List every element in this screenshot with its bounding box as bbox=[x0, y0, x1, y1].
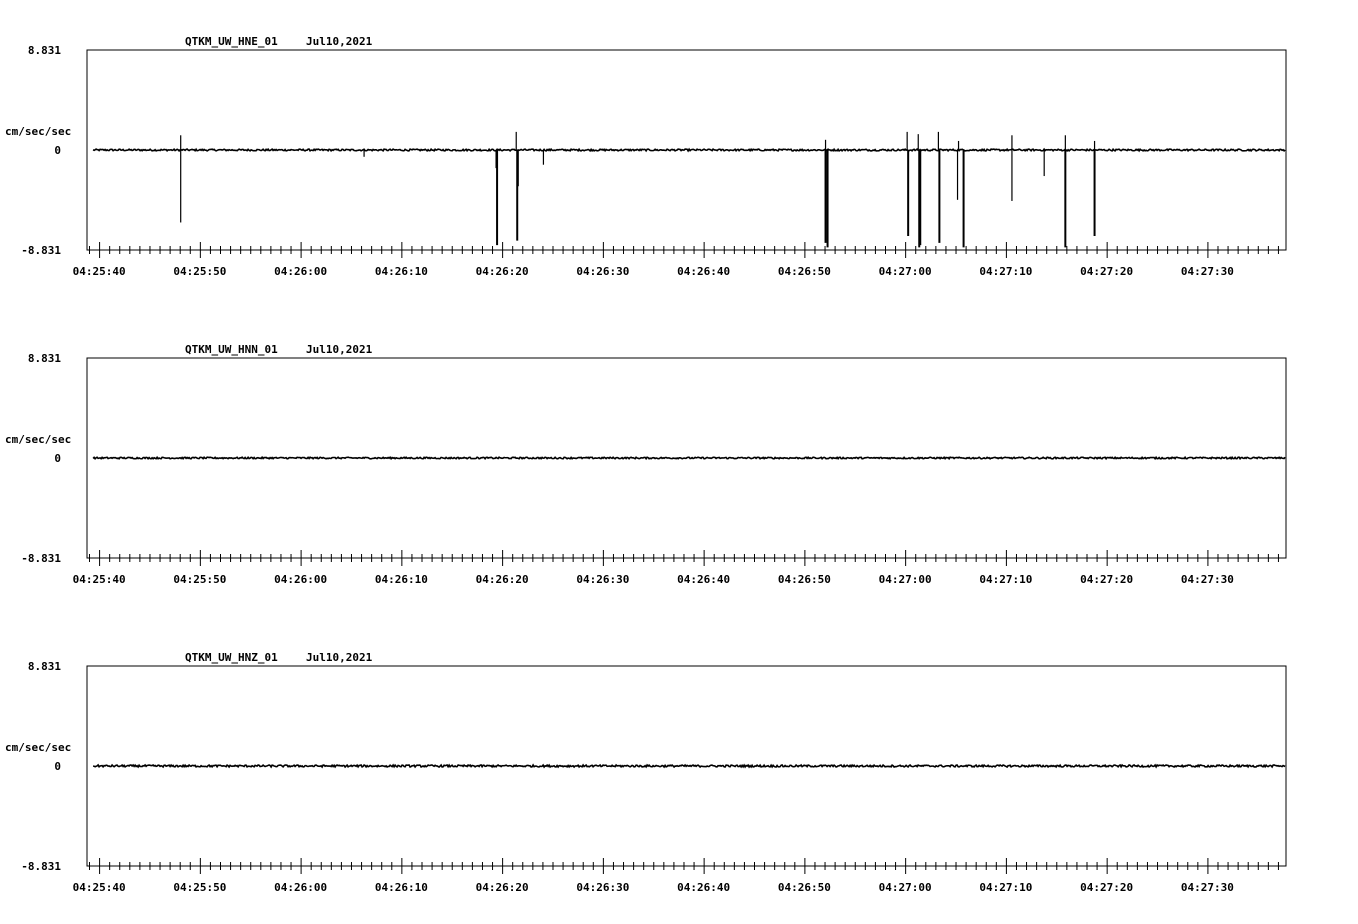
x-tick-label: 04:27:10 bbox=[979, 881, 1033, 894]
y-tick-label: 0 bbox=[54, 452, 61, 465]
channel-title: QTKM_UW_HNN_01 bbox=[185, 343, 278, 356]
y-tick-label: 8.831 bbox=[27, 660, 61, 673]
y-tick-label: -8.831 bbox=[21, 860, 61, 873]
x-tick-label: 04:27:30 bbox=[1180, 573, 1234, 586]
x-tick-label: 04:27:30 bbox=[1180, 265, 1234, 278]
x-tick-label: 04:27:10 bbox=[979, 573, 1033, 586]
x-tick-label: 04:27:20 bbox=[1080, 881, 1134, 894]
x-tick-label: 04:25:50 bbox=[173, 881, 227, 894]
y-axis-label: cm/sec/sec bbox=[5, 433, 72, 446]
x-tick-label: 04:26:00 bbox=[274, 265, 328, 278]
x-tick-label: 04:26:40 bbox=[677, 573, 731, 586]
waveform-trace bbox=[93, 765, 1285, 767]
x-tick-label: 04:26:50 bbox=[777, 573, 831, 586]
date-title: Jul10,2021 bbox=[306, 651, 373, 664]
x-tick-label: 04:26:40 bbox=[677, 265, 731, 278]
channel-title: QTKM_UW_HNE_01 bbox=[185, 35, 278, 48]
x-tick-label: 04:26:10 bbox=[374, 265, 428, 278]
y-tick-label: 0 bbox=[54, 144, 61, 157]
x-tick-label: 04:26:30 bbox=[576, 265, 630, 278]
x-tick-label: 04:25:40 bbox=[72, 265, 126, 278]
seismogram-panel-1 bbox=[5, 35, 1286, 278]
y-tick-label: 8.831 bbox=[27, 44, 61, 57]
x-tick-label: 04:27:20 bbox=[1080, 573, 1134, 586]
y-axis-label: cm/sec/sec bbox=[5, 741, 72, 754]
x-tick-label: 04:26:10 bbox=[374, 573, 428, 586]
y-tick-label: -8.831 bbox=[21, 552, 61, 565]
y-tick-label: 0 bbox=[54, 760, 61, 773]
date-title: Jul10,2021 bbox=[306, 35, 373, 48]
date-title: Jul10,2021 bbox=[306, 343, 373, 356]
x-tick-label: 04:25:50 bbox=[173, 265, 227, 278]
waveform-trace bbox=[93, 149, 1285, 151]
x-tick-label: 04:26:30 bbox=[576, 573, 630, 586]
waveform-trace bbox=[93, 457, 1285, 459]
x-tick-label: 04:26:30 bbox=[576, 881, 630, 894]
x-tick-label: 04:27:00 bbox=[878, 573, 932, 586]
x-tick-label: 04:26:20 bbox=[475, 265, 529, 278]
x-tick-label: 04:27:00 bbox=[878, 265, 932, 278]
seismogram-panel-2 bbox=[5, 343, 1286, 586]
x-tick-label: 04:26:20 bbox=[475, 573, 529, 586]
x-tick-label: 04:25:40 bbox=[72, 573, 126, 586]
x-tick-label: 04:27:10 bbox=[979, 265, 1033, 278]
x-tick-label: 04:25:50 bbox=[173, 573, 227, 586]
x-tick-label: 04:27:20 bbox=[1080, 265, 1134, 278]
y-tick-label: -8.831 bbox=[21, 244, 61, 257]
x-tick-label: 04:26:50 bbox=[777, 265, 831, 278]
x-tick-label: 04:26:20 bbox=[475, 881, 529, 894]
x-tick-label: 04:26:00 bbox=[274, 573, 328, 586]
y-axis-label: cm/sec/sec bbox=[5, 125, 72, 138]
x-tick-label: 04:25:40 bbox=[72, 881, 126, 894]
x-tick-label: 04:27:00 bbox=[878, 881, 932, 894]
channel-title: QTKM_UW_HNZ_01 bbox=[185, 651, 278, 664]
x-tick-label: 04:26:10 bbox=[374, 881, 428, 894]
x-tick-label: 04:27:30 bbox=[1180, 881, 1234, 894]
seismogram-panel-3 bbox=[5, 651, 1286, 894]
y-tick-label: 8.831 bbox=[27, 352, 61, 365]
x-tick-label: 04:26:00 bbox=[274, 881, 328, 894]
x-tick-label: 04:26:50 bbox=[777, 881, 831, 894]
x-tick-label: 04:26:40 bbox=[677, 881, 731, 894]
